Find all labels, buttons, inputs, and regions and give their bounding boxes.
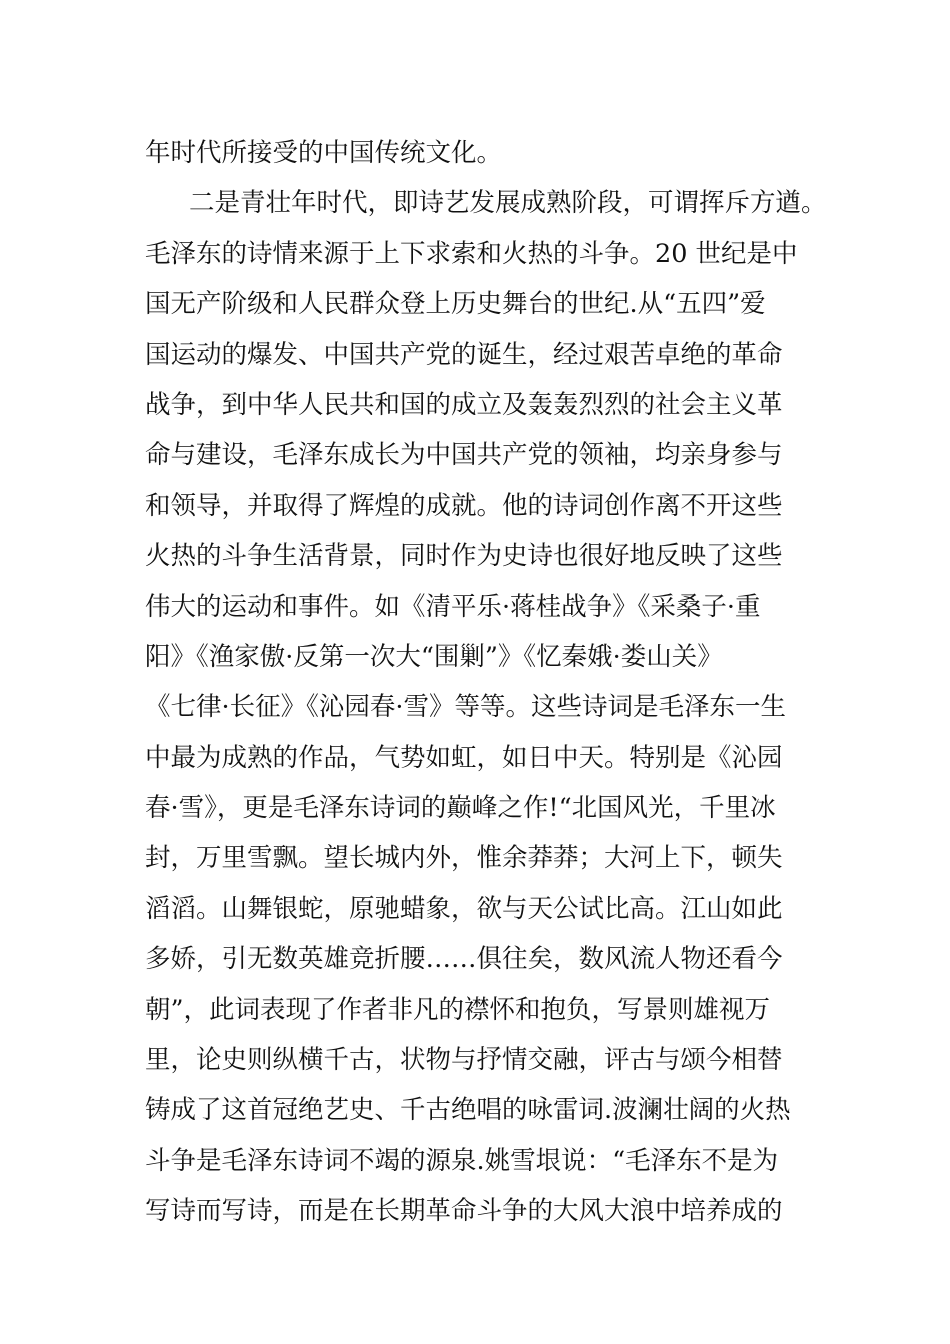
paragraph-first-line: 二是青壮年时代，即诗艺发展成熟阶段，可谓挥斥方遒。 bbox=[189, 188, 827, 219]
text-line: 毛泽东的诗情来源于上下求索和火热的斗争。20 世纪是中 bbox=[145, 238, 798, 269]
text-line: 中最为成熟的作品，气势如虹，如日中天。特别是《沁园 bbox=[145, 742, 783, 773]
text-line: 朝”，此词表现了作者非凡的襟怀和抱负，写景则雄视万 bbox=[145, 994, 771, 1025]
text-line: 国运动的爆发、中国共产党的诞生，经过艰苦卓绝的革命 bbox=[145, 339, 783, 370]
text-line: 封，万里雪飘。望长城内外，惟余莽莽；大河上下，顿失 bbox=[145, 843, 783, 874]
text-line: 年时代所接受的中国传统文化。 bbox=[145, 138, 503, 168]
body-text bbox=[145, 128, 845, 1237]
text-line: 春·雪》，更是毛泽东诗词的巅峰之作!“北国风光，千里冰 bbox=[145, 793, 776, 824]
text-line: 命与建设，毛泽东成长为中国共产党的领袖，均亲身参与 bbox=[145, 440, 783, 471]
text-line: 写诗而写诗，而是在长期革命斗争的大风大浪中培养成的 bbox=[145, 1196, 783, 1227]
text-line: 滔滔。山舞银蛇，原驰蜡象，欲与天公试比高。江山如此 bbox=[145, 893, 783, 924]
text-line: 战争，到中华人民共和国的成立及轰轰烈烈的社会主义革 bbox=[145, 389, 783, 420]
text-line: 多娇，引无数英雄竞折腰……俱往矣，数风流人物还看今 bbox=[145, 944, 783, 975]
text-line: 《七律·长征》《沁园春·雪》等等。这些诗词是毛泽东一生 bbox=[145, 692, 786, 723]
text-line: 伟大的运动和事件。如《清平乐·蒋桂战争》《采桑子·重 bbox=[145, 591, 761, 622]
text-line: 里，论史则纵横千古，状物与抒情交融，评古与颂今相替 bbox=[145, 1045, 783, 1076]
text-line: 国无产阶级和人民群众登上历史舞台的世纪.从“五四”爱 bbox=[145, 289, 766, 320]
text-line: 火热的斗争生活背景，同时作为史诗也很好地反映了这些 bbox=[145, 541, 783, 572]
text-line: 和领导，并取得了辉煌的成就。他的诗词创作离不开这些 bbox=[145, 490, 783, 521]
text-line: 斗争是毛泽东诗词不竭的源泉.姚雪垠说：“毛泽东不是为 bbox=[145, 1145, 779, 1176]
text-line: 铸成了这首冠绝艺史、千古绝唱的咏雷词.波澜壮阔的火热 bbox=[145, 1095, 791, 1126]
text-line: 阳》《渔家傲·反第一次大“围剿”》《忆秦娥·娄山关》 bbox=[145, 641, 723, 672]
